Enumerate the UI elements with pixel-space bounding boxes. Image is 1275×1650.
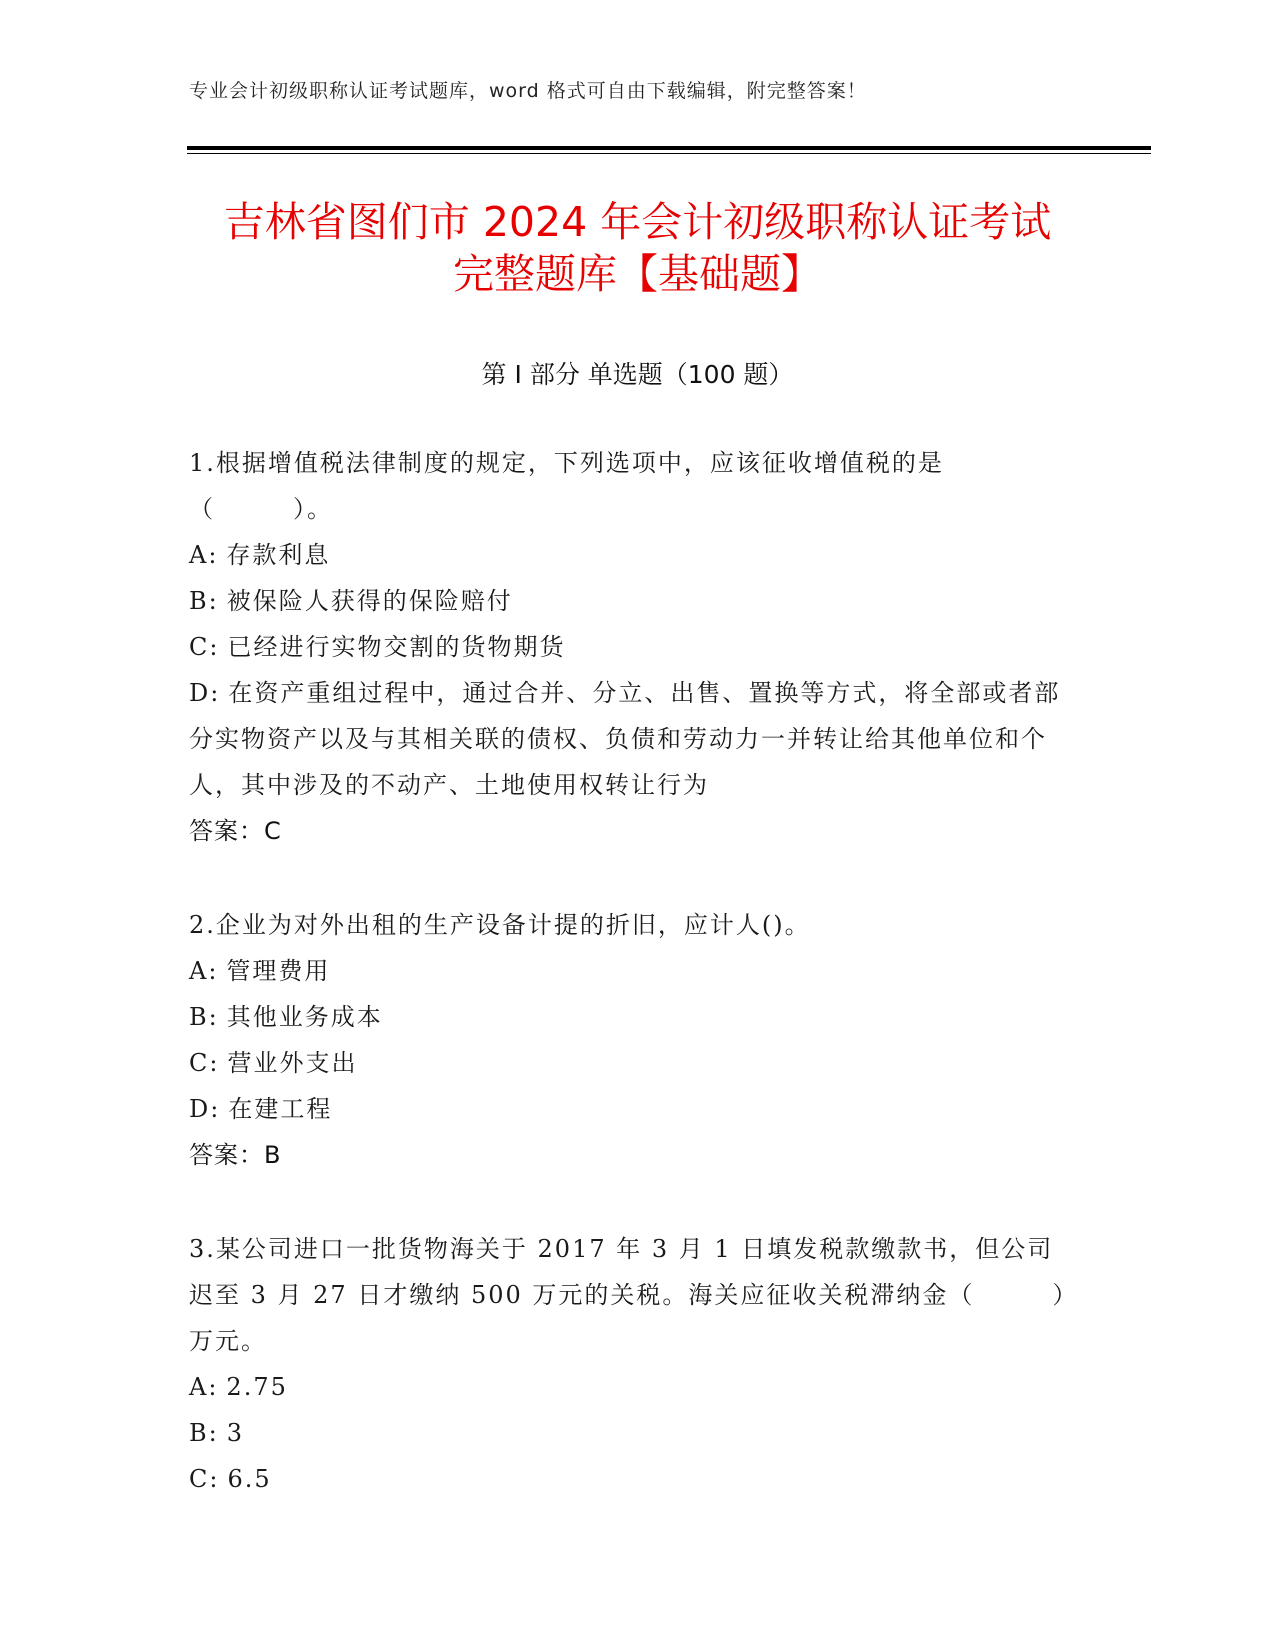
title-line-1: 吉林省图们市 2024 年会计初级职称认证考试 [223,198,1052,246]
option-text: 在建工程 [228,1095,333,1123]
title-line-2: 完整题库【基础题】 [453,250,822,298]
option-text: 在资产重组过程中，通过合并、分立、出售、置换等方式，将全部或者部分实物资产以及与其相关联的债权、负债和劳动力一并转让给其他单位和个人，其中涉及的不动产、土地使用权转让行为 [189,679,1061,799]
question-2 [189,902,1069,1178]
header-rule-thick [187,146,1151,150]
document-title [150,196,1125,300]
option-a [189,1364,1069,1410]
question-list [189,440,1069,1550]
option-c [189,624,1069,670]
option-text: 其他业务成本 [226,1003,383,1031]
option-b [189,578,1069,624]
question-stem: 3.某公司进口一批货物海关于 2017 年 3 月 1 日填发税款缴款书，但公司迟至 3 月 27 日才缴纳 500 万元的关税。海关应征收关税滞纳金（ ）万元。 [189,1235,1067,1355]
option-b [189,1410,1069,1456]
option-d [189,1086,1069,1132]
option-d [189,670,1069,808]
option-text: 已经进行实物交割的货物期货 [227,633,566,661]
option-text: 营业外支出 [227,1049,358,1077]
section-heading: 第 I 部分 单选题（100 题） [481,360,794,389]
option-text: 2.75 [226,1373,288,1401]
option-b [189,994,1069,1040]
option-a [189,948,1069,994]
option-key: C: [189,1465,220,1493]
option-a [189,532,1069,578]
option-text: 3 [226,1419,245,1447]
answer-line: 答案：C [189,817,282,845]
option-key: B: [189,1419,219,1447]
option-key: D: [189,1095,221,1123]
option-key: D: [189,679,221,707]
option-key: C: [189,1049,220,1077]
question-stem: 2.企业为对外出租的生产设备计提的折旧，应计人()。 [189,911,811,939]
option-c [189,1456,1069,1502]
option-text: 存款利息 [226,541,331,569]
option-key: C: [189,633,220,661]
header-note: 专业会计初级职称认证考试题库，word 格式可自由下载编辑，附完整答案！ [189,80,867,102]
option-key: B: [189,587,219,615]
question-stem: 1.根据增值税法律制度的规定，下列选项中，应该征收增值税的是（ ）。 [189,449,944,523]
header-rule-thin [187,153,1151,154]
option-key: A: [189,1373,219,1401]
option-c [189,1040,1069,1086]
question-1 [189,440,1069,854]
answer-line: 答案：B [189,1141,282,1169]
option-key: A: [189,541,219,569]
question-3 [189,1226,1069,1502]
option-text: 6.5 [227,1465,272,1493]
option-text: 被保险人获得的保险赔付 [226,587,513,615]
option-key: B: [189,1003,219,1031]
option-key: A: [189,957,219,985]
option-text: 管理费用 [226,957,331,985]
